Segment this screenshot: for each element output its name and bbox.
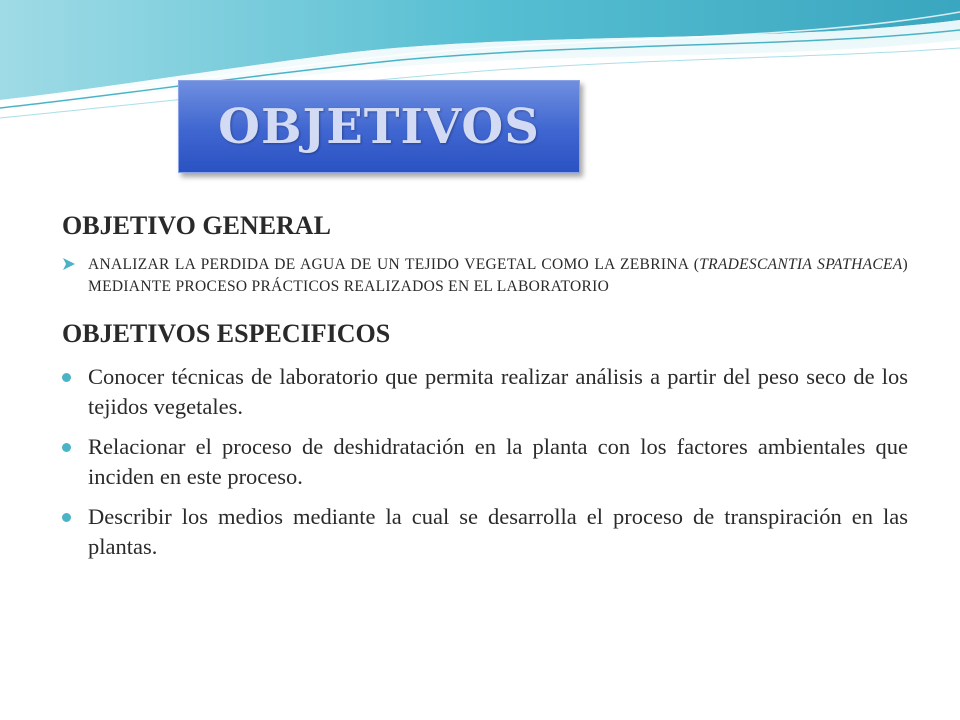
specific-objectives-list xyxy=(62,362,908,562)
slide-title: OBJETIVOS xyxy=(218,98,540,155)
general-text-part-2: ) MEDIANTE PROCESO PRÁCTICOS REALIZADOS EN EL LABORATORIO xyxy=(88,256,908,295)
slide-content xyxy=(62,210,908,572)
specific-objective-text: Relacionar el proceso de deshidratación en la planta con los factores ambientales que inciden en este proceso. xyxy=(88,434,908,489)
general-objective-heading: OBJETIVO GENERAL xyxy=(62,211,331,240)
dot-bullet-icon xyxy=(62,502,88,562)
specific-objectives-heading: OBJETIVOS ESPECIFICOS xyxy=(62,319,391,348)
general-text-part-1: ANALIZAR LA PERDIDA DE AGUA DE UN TEJIDO VEGETAL COMO LA ZEBRINA ( xyxy=(88,256,700,273)
list-item xyxy=(62,502,908,562)
dot-bullet-icon xyxy=(62,432,88,492)
list-item xyxy=(62,362,908,422)
dot-bullet-icon xyxy=(62,362,88,422)
list-item xyxy=(62,432,908,492)
arrow-bullet-icon xyxy=(62,254,88,298)
specific-objective-text: Describir los medios mediante la cual se desarrolla el proceso de transpiración en las plantas. xyxy=(88,504,908,559)
general-objective-item xyxy=(62,254,908,298)
title-box xyxy=(178,80,580,173)
specific-objective-text: Conocer técnicas de laboratorio que permita realizar análisis a partir del peso seco de los tejidos vegetales. xyxy=(88,364,908,419)
species-name: TRADESCANTIA SPATHACEA xyxy=(699,256,903,273)
general-objective-text xyxy=(88,254,908,298)
